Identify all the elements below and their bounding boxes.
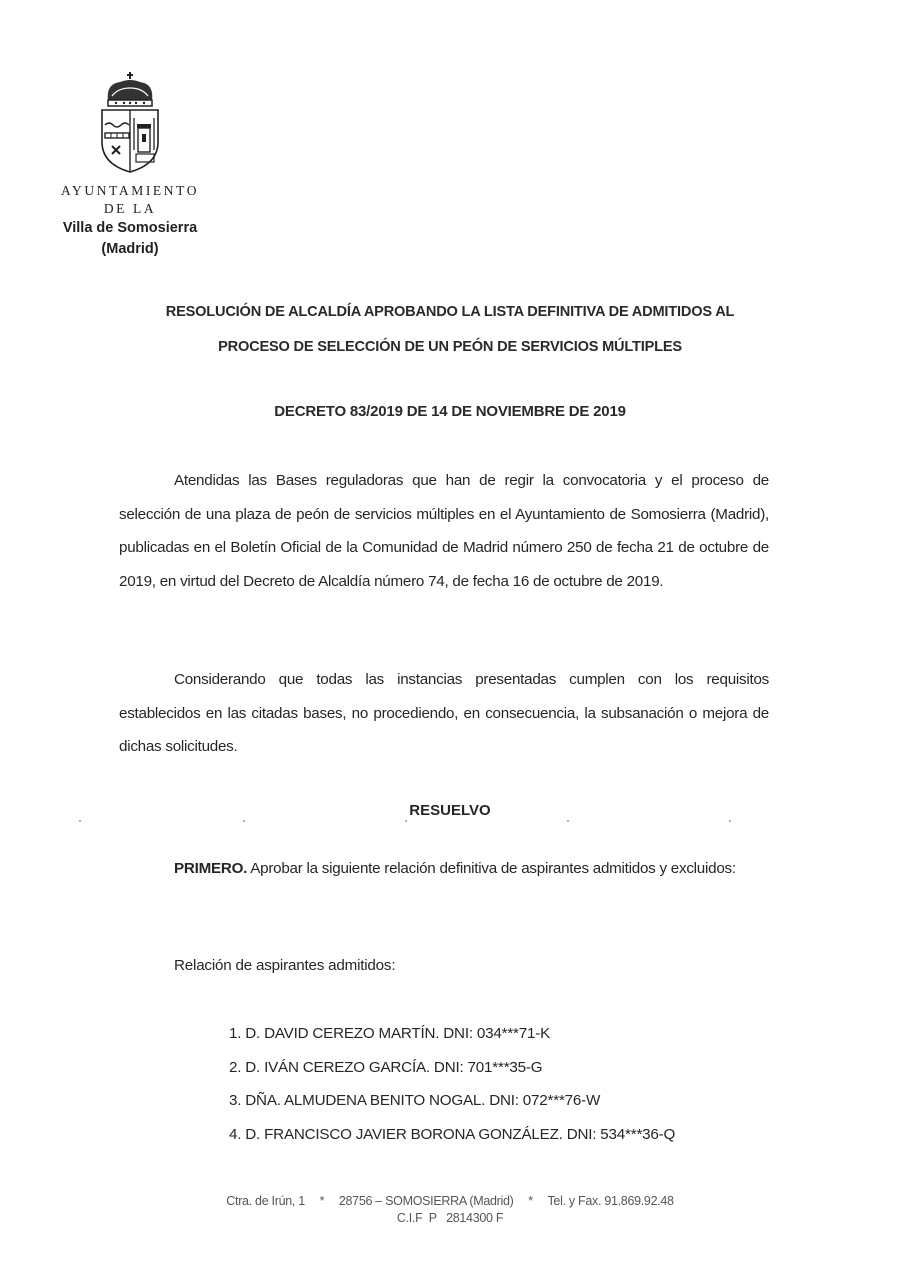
admitidos-list (229, 1021, 675, 1155)
org-line-region: (Madrid) (101, 241, 159, 257)
paragraph-bases-text: Atendidas las Bases reguladoras que han de regir la convocatoria y el proceso de selección de una plaza de peón de servicios múltiples en el Ayuntamiento de Somosierra (Madrid), publicadas en el Boletín Oficial de la Comunidad de Madrid número 250 de fecha 21 de octubre de 2019, en virtud del Decreto de Alcaldía número 74, de fecha 16 de octubre de 2019. (119, 472, 769, 590)
org-line-ayuntamiento: AYUNTAMIENTO (60, 183, 200, 198)
document-title-line-2: PROCESO DE SELECCIÓN DE UN PEÓN DE SERVICIOS MÚLTIPLES (218, 339, 682, 355)
primero-text: Aprobar la siguiente relación definitiva de aspirantes admitidos y excluidos: (247, 860, 736, 877)
paragraph-considerando-text: Considerando que todas las instancias presentadas cumplen con los requisitos establecidos en las citadas bases, no procediendo, en consecuencia, la subsanación o mejora de dichas solicitudes. (119, 671, 769, 755)
footer-separator: * (319, 1194, 325, 1208)
document-title-line-1: RESOLUCIÓN DE ALCALDÍA APROBANDO LA LISTA DEFINITIVA DE ADMITIDOS AL (165, 304, 735, 320)
list-item: 1. D. DAVID CEREZO MARTÍN. DNI: 034***71-K (229, 1025, 551, 1042)
admitidos-heading: Relación de aspirantes admitidos: (174, 957, 396, 974)
footer-cif: C.I.F P 2814300 F (396, 1211, 504, 1225)
footer (150, 1193, 750, 1227)
coat-of-arms-icon (98, 70, 162, 174)
paragraph-considerando (119, 663, 769, 764)
footer-separator: * (528, 1194, 533, 1208)
footer-address: Ctra. de Irún, 1 (226, 1194, 305, 1208)
list-item: 4. D. FRANCISCO JAVIER BORONA GONZÁLEZ. DNI: 534***36-Q (229, 1125, 676, 1143)
footer-contact-line (150, 1193, 750, 1210)
decree-heading: DECRETO 83/2019 DE 14 DE NOVIEMBRE DE 2019 (274, 403, 626, 420)
paragraph-primero (119, 852, 769, 886)
list-item: 2. D. IVÁN CEREZO GARCÍA. DNI: 701***35-G (229, 1058, 543, 1076)
organization-name (40, 182, 220, 260)
org-line-de-la: DE LA (103, 201, 157, 216)
scan-dots (0, 820, 900, 830)
primero-label: PRIMERO. (174, 860, 248, 877)
list-item: 3. DÑA. ALMUDENA BENITO NOGAL. DNI: 072***76-W (229, 1092, 601, 1109)
org-line-villa: Villa de Somosierra (62, 220, 198, 236)
footer-postal: 28756 – SOMOSIERRA (Madrid) (338, 1194, 514, 1208)
footer-phone: Tel. y Fax. 91.869.92.48 (547, 1194, 674, 1208)
resuelvo-heading: RESUELVO (409, 802, 491, 819)
paragraph-bases (119, 464, 769, 598)
